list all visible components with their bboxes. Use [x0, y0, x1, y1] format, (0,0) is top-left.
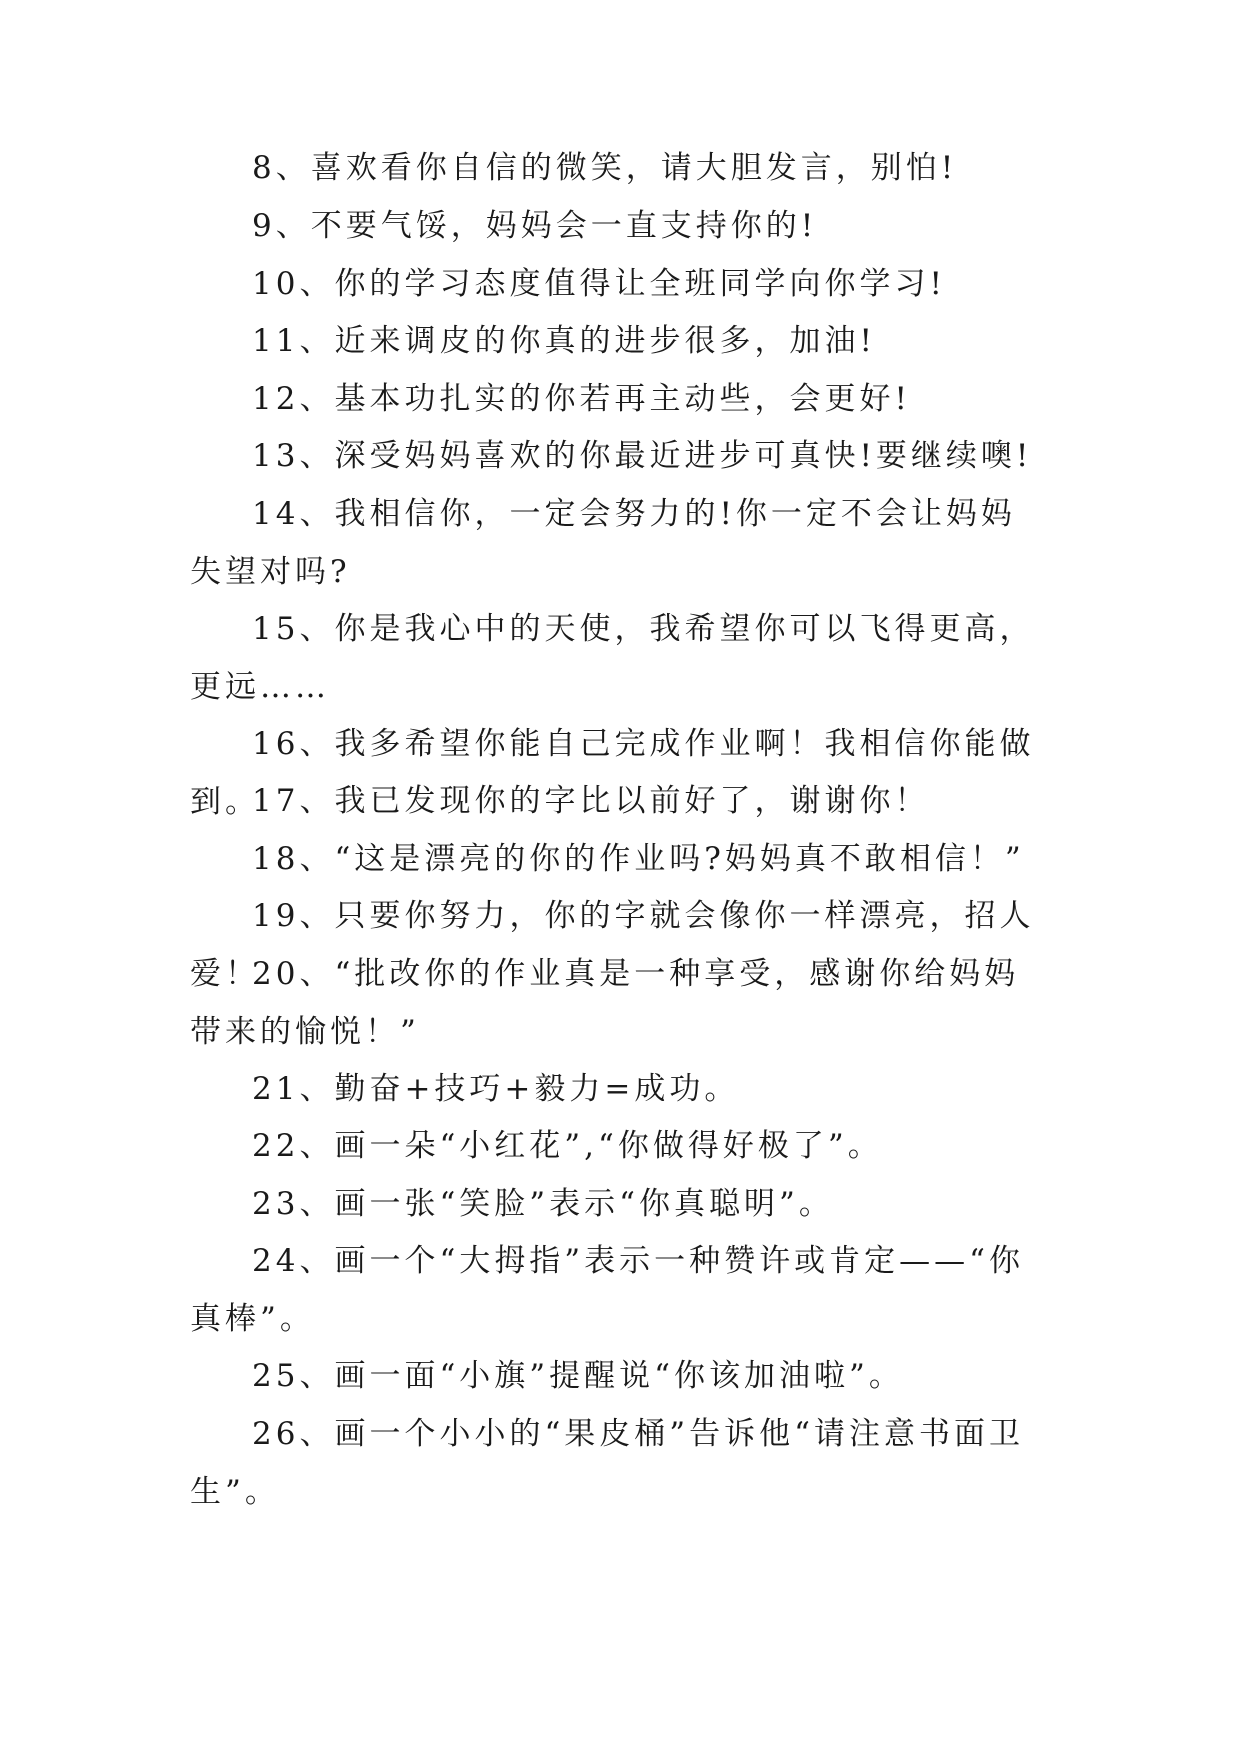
item-17: 17、我已发现你的字比以前好了，谢谢你！: [252, 783, 930, 819]
item-8: 8、喜欢看你自信的微笑，请大胆发言，别怕!: [252, 150, 958, 186]
item-13: 13、深受妈妈喜欢的你最近进步可真快!要继续噢!: [252, 438, 1033, 474]
item-23: 23、画一张“笑脸”表示“你真聪明”。: [252, 1186, 834, 1222]
item-14: 14、我相信你，一定会努力的!你一定不会让妈妈失望对吗?: [190, 496, 1016, 590]
item-20: 20、“批改你的作业真是一种享受，感谢你给妈妈带来的愉悦！”: [190, 956, 1020, 1050]
item-24: 24、画一个“大拇指”表示一种赞许或肯定——“你真棒”。: [190, 1243, 1024, 1337]
item-11: 11、近来调皮的你真的进步很多，加油!: [252, 323, 876, 359]
item-10: 10、你的学习态度值得让全班同学向你学习!: [252, 266, 946, 302]
item-15: 15、你是我心中的天使，我希望你可以飞得更高，更远……: [190, 611, 1035, 705]
item-9: 9、不要气馁，妈妈会一直支持你的!: [252, 208, 818, 244]
item-21: 21、勤奋+技巧+毅力=成功。: [252, 1071, 740, 1107]
item-19: 19、只要你努力，你的字就会像你一样漂亮，招人爱！: [190, 898, 1035, 992]
item-16: 16、我多希望你能自己完成作业啊！我相信你能做到。: [190, 726, 1035, 820]
item-22: 22、画一朵“小红花”,“你做得好极了”。: [252, 1128, 883, 1164]
item-25: 25、画一面“小旗”提醒说“你该加油啦”。: [252, 1358, 904, 1394]
item-12: 12、基本功扎实的你若再主动些，会更好!: [252, 381, 911, 417]
item-26: 26、画一个小小的“果皮桶”告诉他“请注意书面卫生”。: [190, 1416, 1024, 1510]
item-18: 18、“这是漂亮的你的作业吗?妈妈真不敢相信！”: [252, 841, 1025, 877]
